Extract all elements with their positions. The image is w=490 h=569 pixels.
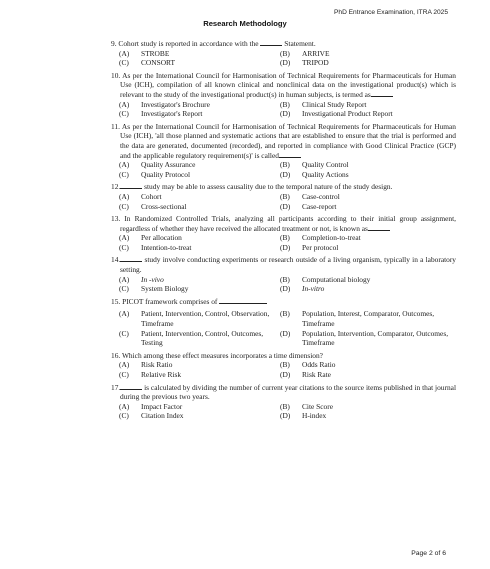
- option-b: (B) Completion-to-treat: [280, 233, 361, 243]
- question-13: [111, 214, 456, 252]
- option-d: (D) Quality Actions: [280, 169, 349, 179]
- option-a: (A) In -vivo: [119, 274, 164, 284]
- option-c: (C) Investigator's Report: [119, 109, 203, 119]
- option-a: (A) Investigator's Brochure: [119, 99, 210, 109]
- option-a: (A) Risk Ratio: [119, 360, 173, 370]
- option-c: (C) CONSORT: [119, 58, 176, 68]
- answer-blank: [219, 297, 267, 304]
- question-11: [111, 122, 456, 180]
- option-b: (B) ARRIVE: [280, 48, 330, 58]
- option-b: (B) Odds Ratio: [280, 360, 336, 370]
- option-a: (A) Quality Assurance: [119, 160, 196, 170]
- page-number: Page 2 of 6: [411, 550, 446, 557]
- question-15: [111, 297, 456, 348]
- option-a: (A) Per allocation: [119, 233, 182, 243]
- question-9: [111, 39, 456, 68]
- options: [119, 233, 456, 252]
- option-c: (C) Relative Risk: [119, 370, 182, 379]
- question-17: [111, 383, 456, 421]
- options: [119, 275, 456, 294]
- answer-blank: [279, 151, 301, 158]
- option-d: (D) Investigational Product Report: [280, 109, 393, 119]
- option-d: (D) Per protocol: [280, 242, 339, 252]
- option-c: (C) Citation Index: [119, 411, 184, 421]
- option-a: (A) Cohort: [119, 191, 162, 201]
- exam-header: PhD Entrance Examination, ITRA 2025: [334, 9, 448, 16]
- question-text: 16. Which among these effect measures incorporates a time dimension?: [111, 350, 323, 360]
- question-list: [111, 39, 456, 424]
- question-text: 17. is calculated by dividing the number of current year citations to the source items published in that journal during the previous two years.: [111, 382, 456, 402]
- option-d: (D) In-vitro: [280, 284, 325, 294]
- option-b: (B) Clinical Study Report: [280, 99, 367, 109]
- options: [119, 49, 456, 68]
- option-d: (D) H-index: [280, 411, 327, 421]
- answer-blank: [260, 39, 282, 46]
- answer-blank: [120, 383, 142, 390]
- question-text: 9. Cohort study is reported in accordance with the Statement.: [111, 39, 316, 48]
- options: [119, 160, 456, 179]
- option-b: (B) Computational biology: [280, 274, 371, 284]
- option-c: (C) Quality Protocol: [119, 169, 191, 179]
- option-a: (A) Patient, Intervention, Control, Observation, Timeframe: [119, 309, 270, 329]
- option-c: (C) Patient, Intervention, Control, Outcomes, Testing: [119, 328, 264, 348]
- option-c: (C) System Biology: [119, 284, 189, 294]
- question-12: [111, 182, 456, 211]
- question-text: 12. study may be able to assess causality due to the temporal nature of the study design.: [111, 182, 393, 192]
- options: [119, 309, 456, 347]
- question-text: 15. PICOT framework comprises of: [111, 297, 456, 307]
- question-10: [111, 71, 456, 119]
- option-b: (B) Population, Interest, Comparator, Outcomes, Timeframe: [280, 309, 435, 329]
- question-16: [111, 351, 456, 380]
- question-text: 14. study involve conducting experiments or research outside of a living organism, typically in a laboratory setting.: [111, 255, 456, 275]
- answer-blank: [368, 224, 390, 231]
- option-b: (B) Case-control: [280, 191, 340, 201]
- option-d: (D) TRIPOD: [280, 58, 329, 68]
- question-text: 10. As per the International Council for Harmonisation of Technical Requirements for Pharmaceuticals for Human Use (ICH), compilation of all known clinical and nonclinical data on the investigational product(s) which is relevant to the study of the investigational product(s) in human subjects, is termed as: [111, 70, 456, 99]
- option-b: (B) Quality Control: [280, 160, 349, 170]
- option-a: (A) Impact Factor: [119, 401, 183, 411]
- option-a: (A) STROBE: [119, 48, 170, 58]
- options: [119, 192, 456, 211]
- answer-blank: [120, 182, 142, 189]
- question-14: [111, 255, 456, 293]
- answer-blank: [120, 255, 142, 262]
- option-b: (B) Cite Score: [280, 401, 333, 411]
- options: [119, 360, 456, 379]
- option-d: (D) Risk Rate: [280, 370, 331, 379]
- question-text: 11. As per the International Council for Harmonisation of Technical Requirements for Pharmaceuticals for Human Use (ICH), 'all those planned and systematic actions that are established to ensure that the trial is performed and the data are generated, documented (recorded), and reported in compliance with Good Clinical Practice (GCP) and the applicable regulatory requirement(s)' is called: [111, 121, 456, 160]
- option-d: (D) Case-report: [280, 201, 337, 211]
- answer-blank: [371, 90, 393, 97]
- option-d: (D) Population, Intervention, Comparator, Outcomes, Timeframe: [280, 328, 449, 348]
- option-c: (C) Cross-sectional: [119, 201, 187, 211]
- section-title: Research Methodology: [203, 19, 287, 28]
- question-text: 13. In Randomized Controlled Trials, analyzing all participants according to their initial group assignment, regardless of whether they have received the allocated treatment or not, is known as: [111, 214, 456, 233]
- options: [119, 100, 456, 119]
- option-c: (C) Intention-to-treat: [119, 242, 192, 252]
- options: [119, 402, 456, 421]
